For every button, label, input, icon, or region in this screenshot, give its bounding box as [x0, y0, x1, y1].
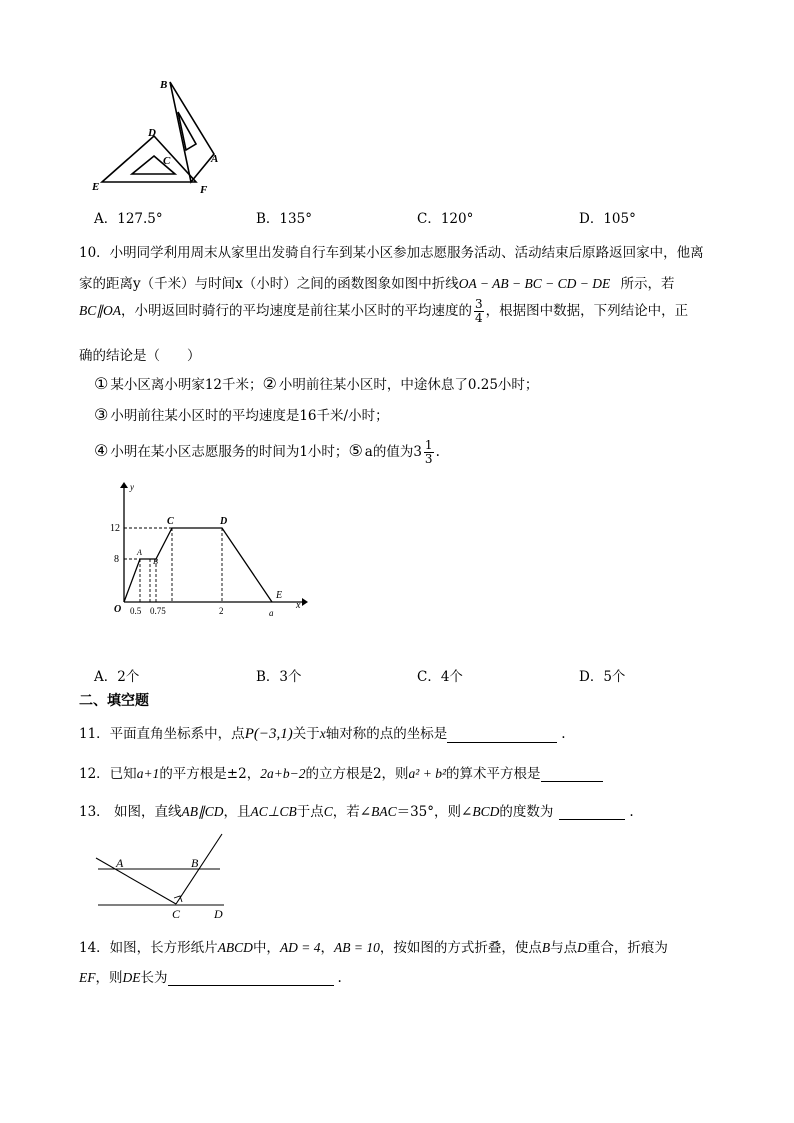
q14-end: .	[337, 970, 342, 986]
label-c: C	[163, 155, 171, 167]
q10-statement-4-5	[94, 439, 440, 466]
q14-expr-ef: EF	[79, 970, 96, 985]
q11-end: .	[561, 726, 566, 742]
q13-expr-5: BCD	[472, 804, 500, 819]
point-d: D	[220, 516, 228, 527]
q14-expr-2: AD = 4	[279, 940, 321, 955]
triangle-rulers-figure	[88, 74, 228, 198]
q12-text-a: 12．已知	[79, 766, 137, 782]
q10-s5-frac-den: 3	[424, 452, 433, 466]
circle-2-icon: ②	[262, 374, 277, 393]
label-e: E	[92, 181, 100, 193]
q12-text-d: 的算术平方根是	[446, 766, 541, 782]
q14-line1	[79, 936, 668, 956]
q14-text-e: 与点	[550, 940, 578, 956]
q12-answer-blank[interactable]	[541, 767, 603, 782]
label-d: D	[148, 127, 156, 139]
q10-fraction	[474, 298, 484, 325]
q9-option-c[interactable]: C．120°	[417, 211, 474, 227]
q11-text-b: 关于	[292, 726, 320, 742]
q11-x: x	[319, 726, 326, 741]
q10-s3-text: 小明前往某小区时的平均速度是16千米/小时；	[110, 408, 389, 424]
point-o: O	[114, 604, 122, 615]
q10-polyline-expr: OA − AB − BC − CD − DE	[458, 276, 611, 291]
q10-option-b[interactable]: B．3个	[256, 669, 302, 685]
x-tick-2: 2	[219, 606, 224, 616]
distance-time-graph	[94, 480, 314, 630]
q10-s5-fraction	[424, 439, 434, 466]
q13-text-f: 的度数为	[499, 804, 554, 820]
x-tick-a: a	[269, 608, 274, 618]
section-heading-fill-in: 二、填空题	[79, 693, 149, 709]
q10-option-c[interactable]: C．4个	[417, 669, 463, 685]
q13-expr-4: BAC	[371, 804, 397, 819]
q11-answer-blank[interactable]	[447, 728, 557, 743]
q14-text-a: 14．如图，长方形纸片	[79, 940, 218, 956]
q10-s5-frac-num: 1	[424, 438, 433, 452]
q13-text-b: ，且	[223, 804, 251, 820]
q13-text-a: 13． 如图，直线	[79, 804, 182, 820]
x-axis-label: x	[296, 600, 301, 611]
q10-option-d[interactable]: D．5个	[579, 669, 626, 685]
q12-expr-1: a+1	[136, 766, 160, 781]
q10-s5-text: a的值为3	[364, 444, 422, 460]
label-a-lines: A	[116, 856, 124, 870]
q10-line3-text: ，小明返回时骑行的平均速度是前往某小区时的平均速度的	[121, 303, 472, 319]
q10-s2-text: 小明前往某小区时，中途休息了0.25小时；	[278, 377, 539, 393]
q9-option-b[interactable]: B．135°	[256, 211, 312, 227]
q11-point: P(−3,1)	[244, 726, 293, 742]
point-b: B	[153, 557, 158, 566]
q12	[79, 762, 603, 782]
y-axis-label: y	[130, 482, 134, 492]
q14-text-c: ，	[320, 940, 335, 956]
q10-s5-end: .	[435, 444, 440, 460]
q10-line4: 确的结论是（ ）	[79, 348, 201, 364]
label-d-lines: D	[214, 907, 223, 921]
label-b-lines: B	[191, 856, 199, 870]
q13-text-d: ，若∠	[332, 804, 372, 820]
label-a: A	[211, 153, 219, 165]
q13-expr-2: AC⊥CB	[250, 804, 297, 819]
label-b: B	[160, 79, 168, 91]
q10-s4-text: 小明在某小区志愿服务的时间为1小时；	[110, 444, 349, 460]
q13-end: .	[629, 804, 634, 820]
q10-line2	[79, 272, 675, 292]
circle-5-icon: ⑤	[348, 441, 363, 460]
circle-1-icon: ①	[94, 374, 109, 393]
x-tick-0.75: 0.75	[150, 606, 166, 616]
point-c: C	[167, 516, 174, 527]
q14-expr-5: D	[577, 940, 587, 955]
q9-option-d[interactable]: D．105°	[579, 211, 636, 227]
q10-parallel-expr: BC∥OA	[79, 303, 121, 318]
q13-expr-3: C	[323, 804, 333, 819]
point-e: E	[276, 590, 283, 601]
q11-text-c: 轴对称的点的坐标是	[325, 726, 448, 742]
q11-text-a: 11．平面直角坐标系中，点	[79, 726, 245, 742]
q13	[79, 800, 634, 820]
q10-line3-end: ，根据图中数据，下列结论中，正	[485, 303, 689, 319]
q13-answer-blank[interactable]	[559, 805, 625, 820]
q10-line1: 10．小明同学利用周末从家里出发骑自行车到某小区参加志愿服务活动、活动结束后原路返回家中，他离	[79, 245, 704, 261]
q10-line3	[79, 298, 688, 325]
q10-line2-end: 所示，若	[620, 276, 675, 292]
q14-expr-4: B	[541, 940, 551, 955]
q14-expr-3: AB = 10	[334, 940, 380, 955]
q10-option-a[interactable]: A．2个	[94, 669, 140, 685]
q14-text-h: ，则	[95, 970, 123, 986]
q10-statement-3	[94, 404, 389, 424]
q10-frac-num: 3	[475, 297, 483, 311]
parallel-lines-figure	[90, 826, 250, 922]
q13-expr-1: AB∥CD	[181, 804, 224, 819]
q12-expr-3: a² + b²	[408, 766, 447, 781]
q12-text-c: 的立方根是2，则	[305, 766, 409, 782]
q13-text-e: ＝35°，则∠	[396, 804, 473, 820]
q14-answer-blank[interactable]	[168, 971, 334, 986]
q13-text-c: 于点	[296, 804, 324, 820]
q10-s1-text: 某小区离小明家12千米；	[110, 377, 263, 393]
label-f: F	[200, 184, 208, 196]
q10-frac-den: 4	[475, 311, 483, 325]
y-tick-8: 8	[114, 554, 119, 565]
q10-line2-text: 家的距离y（千米）与时间x（小时）之间的函数图象如图中折线	[79, 276, 459, 292]
q10-statement-1-2	[94, 373, 538, 393]
y-tick-12: 12	[110, 523, 120, 534]
label-c-lines: C	[172, 907, 181, 921]
q9-option-a[interactable]: A．127.5°	[94, 211, 163, 227]
q14-text-d: ，按如图的方式折叠，使点	[379, 940, 542, 956]
point-a: A	[137, 548, 142, 557]
q14-text-b: 中，	[252, 940, 280, 956]
q14-expr-de: DE	[122, 970, 141, 985]
q14-line2	[79, 966, 342, 986]
q12-text-b: 的平方根是±2，	[159, 766, 261, 782]
x-tick-0.5: 0.5	[130, 606, 142, 616]
q14-expr-1: ABCD	[217, 940, 253, 955]
q12-expr-2: 2a+b−2	[260, 766, 306, 781]
circle-3-icon: ③	[94, 405, 109, 424]
q14-text-f: 重合，折痕为	[586, 940, 668, 956]
q14-text-i: 长为	[140, 970, 168, 986]
q11	[79, 722, 566, 743]
circle-4-icon: ④	[94, 441, 109, 460]
